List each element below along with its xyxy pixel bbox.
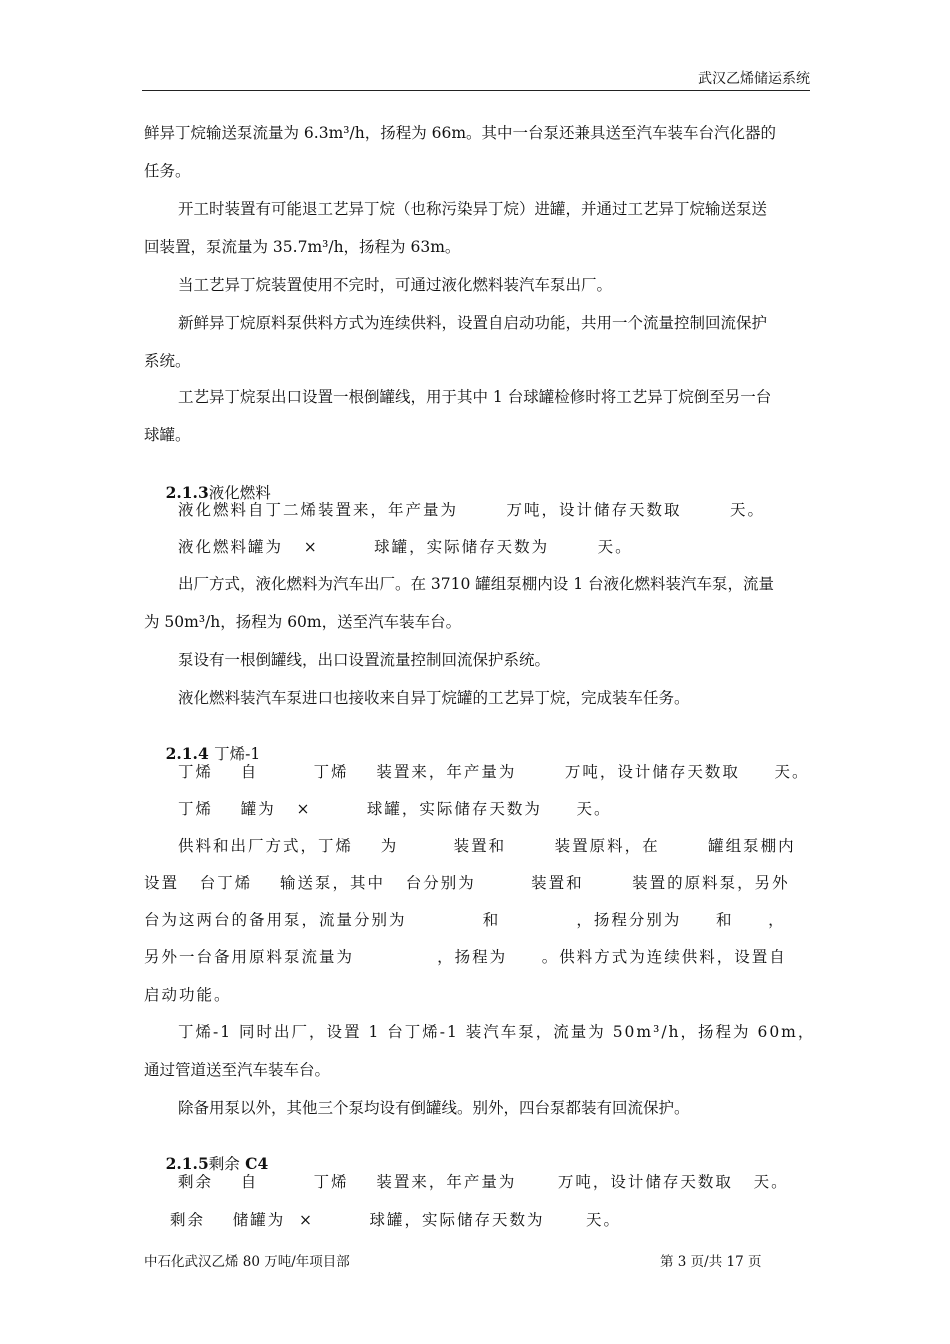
paragraph-line: 任务。 [144,162,191,180]
paragraph-line: 台为这两台的备用泵，流量分别为 和 ，扬程分别为 和 ， [144,911,786,929]
paragraph-line: 供料和出厂方式，丁烯 为 装置和 装置原料，在 罐组泵棚内 [178,837,796,855]
paragraph-line: 系统。 [144,352,191,370]
paragraph-line: 丁烯 自 丁烯 装置来，年产量为 万吨，设计储存天数取 天。 [178,763,810,781]
paragraph-line: 另外一台备用原料泵流量为 ，扬程为 。供料方式为连续供料，设置自 [144,948,787,966]
paragraph-line: 回装置，泵流量为 35.7m³/h，扬程为 63m。 [144,238,461,256]
paragraph-line: 泵设有一根倒罐线，出口设置流量控制回流保护系统。 [178,651,551,669]
paragraph-line: 为 50m³/h，扬程为 60m，送至汽车装车台。 [144,613,462,631]
paragraph-line: 球罐。 [144,426,191,444]
paragraph-line: 设置 台丁烯 输送泵，其中 台分别为 装置和 装置的原料泵，另外 [144,874,790,892]
paragraph-line: 新鲜异丁烷原料泵供料方式为连续供料，设置自启动功能，共用一个流量控制回流保护 [178,314,768,332]
paragraph-line: 出厂方式，液化燃料为汽车出厂。在 3710 罐组泵棚内设 1 台液化燃料装汽车泵，流量 [178,575,775,593]
header-title: 武汉乙烯储运系统 [698,71,810,87]
paragraph-line: 启动功能。 [144,986,232,1004]
page-number: 第 3 页/共 17 页 [660,1254,762,1270]
section-number: 2.1.4 [165,744,209,763]
section-title-suffix: C4 [245,1154,269,1173]
paragraph-line: 丁烯 罐为 × 球罐，实际储存天数为 天。 [178,800,612,818]
paragraph-line: 丁烯-1 同时出厂，设置 1 台丁烯-1 装汽车泵，流量为 50m³/h，扬程为 60m， [178,1023,816,1041]
paragraph-line: 开工时装置有可能退工艺异丁烷（也称污染异丁烷）进罐，并通过工艺异丁烷输送泵送 [178,200,768,218]
section-title: 丁烯-1 [214,745,261,763]
footer-project-name: 中石化武汉乙烯 80 万吨/年项目部 [144,1254,350,1270]
paragraph-line: 工艺异丁烷泵出口设置一根倒罐线，用于其中 1 台球罐检修时将工艺异丁烷倒至另一台 [178,388,772,406]
paragraph-line: 除备用泵以外，其他三个泵均设有倒罐线。别外，四台泵都装有回流保护。 [178,1099,690,1117]
header-divider [142,90,810,91]
section-title: 剩余 [208,1155,240,1173]
paragraph-line: 通过管道送至汽车装车台。 [144,1061,331,1079]
section-number: 2.1.5 [165,1154,209,1173]
section-title: 液化燃料 [208,484,271,502]
section-number: 2.1.3 [165,483,209,502]
paragraph-line: 剩余 自 丁烯 装置来，年产量为 万吨，设计储存天数取 天。 [178,1173,789,1191]
paragraph-line: 液化燃料自丁二烯装置来，年产量为 万吨，设计储存天数取 天。 [178,501,765,519]
paragraph-line: 液化燃料罐为 × 球罐，实际储存天数为 天。 [178,538,633,556]
paragraph-line: 剩余 储罐为 × 球罐，实际储存天数为 天。 [170,1211,622,1229]
paragraph-line: 鲜异丁烷输送泵流量为 6.3m³/h，扬程为 66m。其中一台泵还兼具送至汽车装车台汽化器的 [144,124,777,142]
paragraph-line: 当工艺异丁烷装置使用不完时，可通过液化燃料装汽车泵出厂。 [178,276,613,294]
paragraph-line: 液化燃料装汽车泵进口也接收来自异丁烷罐的工艺异丁烷，完成装车任务。 [178,689,690,707]
